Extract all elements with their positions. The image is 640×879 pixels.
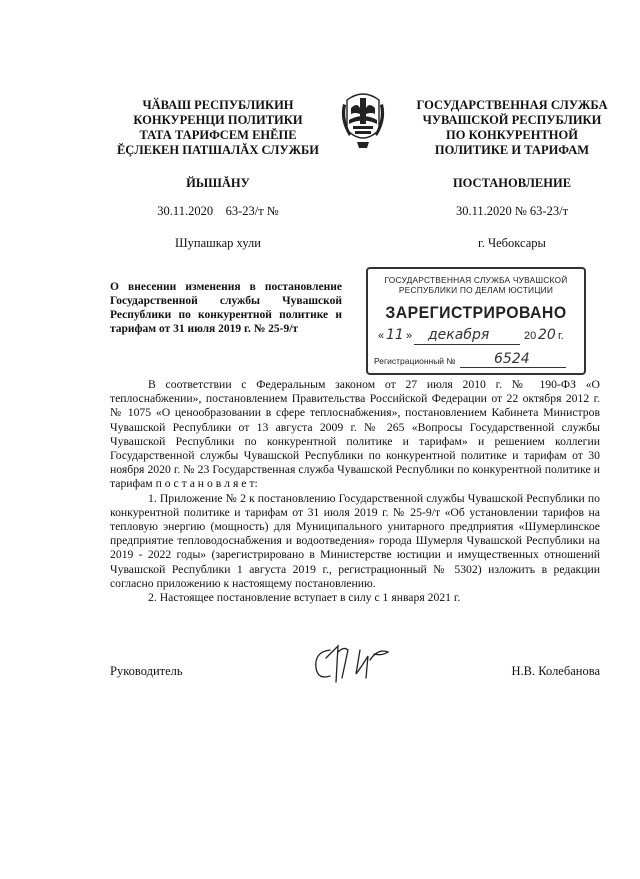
document-title: О внесении изменения в постановление Государственной службы Чувашской Республики по конкурентной политике и тарифам от 31 июля 2019 г. № 25-9/т <box>110 281 342 335</box>
item-2-paragraph: 2. Настоящее постановление вступает в силу с 1 января 2021 г. <box>148 591 461 605</box>
preamble-paragraph: В соответствии с Федеральным законом от 27 июля 2010 г. № 190-ФЗ «О теплоснабжении», постановлением Правительства Российской Федерации от 22 октября 2012 г. № 1075 «О ценообразовании в сфере теплоснабжения», постановлением Кабинета Министров Чувашской Республики от 13 августа 2009 г. № 265 «Вопросы Государственной службы Чувашской Республики по конкурентной политике и тарифам» и решением коллегии Государственной службы Чувашской Республики по конкурентной политике и тарифам от 30 ноября 2020 г. № 23 Государственная служба Чувашской Республики по конкурентной политике и тарифам п о с т а н о в л я е т: <box>110 378 600 491</box>
handwritten-signature <box>308 638 404 690</box>
document-body <box>110 378 600 605</box>
coat-of-arms-emblem <box>339 90 387 150</box>
stamp-open-quote: « <box>378 330 385 342</box>
stamp-day: 11 <box>386 327 404 343</box>
signer-name: Н.В. Колебанова <box>511 664 600 678</box>
stamp-month: декабря <box>428 327 490 343</box>
signer-position: Руководитель <box>110 664 183 678</box>
left-date-number: 30.11.2020 63-23/т № <box>157 204 279 218</box>
stamp-registered-label: ЗАРЕГИСТРИРОВАНО <box>385 303 567 322</box>
stamp-authority-line2: РЕСПУБЛИКИ ПО ДЕЛАМ ЮСТИЦИИ <box>398 285 554 295</box>
stamp-month-line <box>414 344 520 345</box>
stamp-reg-number: 6524 <box>494 351 530 367</box>
left-org-name: ЧӐВАШ РЕСПУБЛИКИН КОНКУРЕНЦИ ПОЛИТИКИ ТАТА ТАРИФСЕМ ЕНĔПЕ ĔÇЛЕКЕН ПАТШАЛĂХ СЛУЖБИ <box>116 98 320 157</box>
item-1-paragraph: 1. Приложение № 2 к постановлению Государственной службы Чувашской Республики по конкурентной политике и тарифам от 31 июля 2019 г. № 25-9/т «Об установлении тарифов на тепловую энергию (мощность) для Муниципального унитарного предприятия «Шумерлинское предприятие тепловодоснабжения и водоотведения» города Шумерля Чувашской Республики на 2019 - 2022 годы» (зарегистрировано в Министерстве юстиции и имущественных отношений Чувашской Республики 1 августа 2019 г., регистрационный № 5302) изложить в редакции согласно приложению к настоящему постановлению. <box>110 491 600 590</box>
stamp-reg-row <box>368 351 584 369</box>
stamp-date-row <box>368 327 584 349</box>
right-org-name: ГОСУДАРСТВЕННАЯ СЛУЖБА ЧУВАШСКОЙ РЕСПУБЛИКИ ПО КОНКУРЕНТНОЙ ПОЛИТИКЕ И ТАРИФАМ <box>416 98 608 157</box>
stamp-authority-line1: ГОСУДАРСТВЕННАЯ СЛУЖБА ЧУВАШСКОЙ <box>384 275 568 285</box>
stamp-year-prefix: 20 <box>524 330 537 342</box>
stamp-year-suffix: г. <box>558 330 564 342</box>
left-city: Шупашкар хули <box>175 236 261 250</box>
right-city: г. Чебоксары <box>478 236 546 250</box>
left-doc-type: ЙЫШĂНУ <box>186 176 250 190</box>
stamp-reg-line <box>460 367 566 368</box>
right-doc-type: ПОСТАНОВЛЕНИЕ <box>452 176 572 190</box>
right-date-number: 30.11.2020 № 63-23/т <box>455 204 569 218</box>
stamp-year: 20 <box>538 327 556 343</box>
stamp-close-quote: » <box>406 330 413 342</box>
stamp-reg-label: Регистрационный № <box>374 356 456 366</box>
registration-stamp <box>366 267 586 375</box>
